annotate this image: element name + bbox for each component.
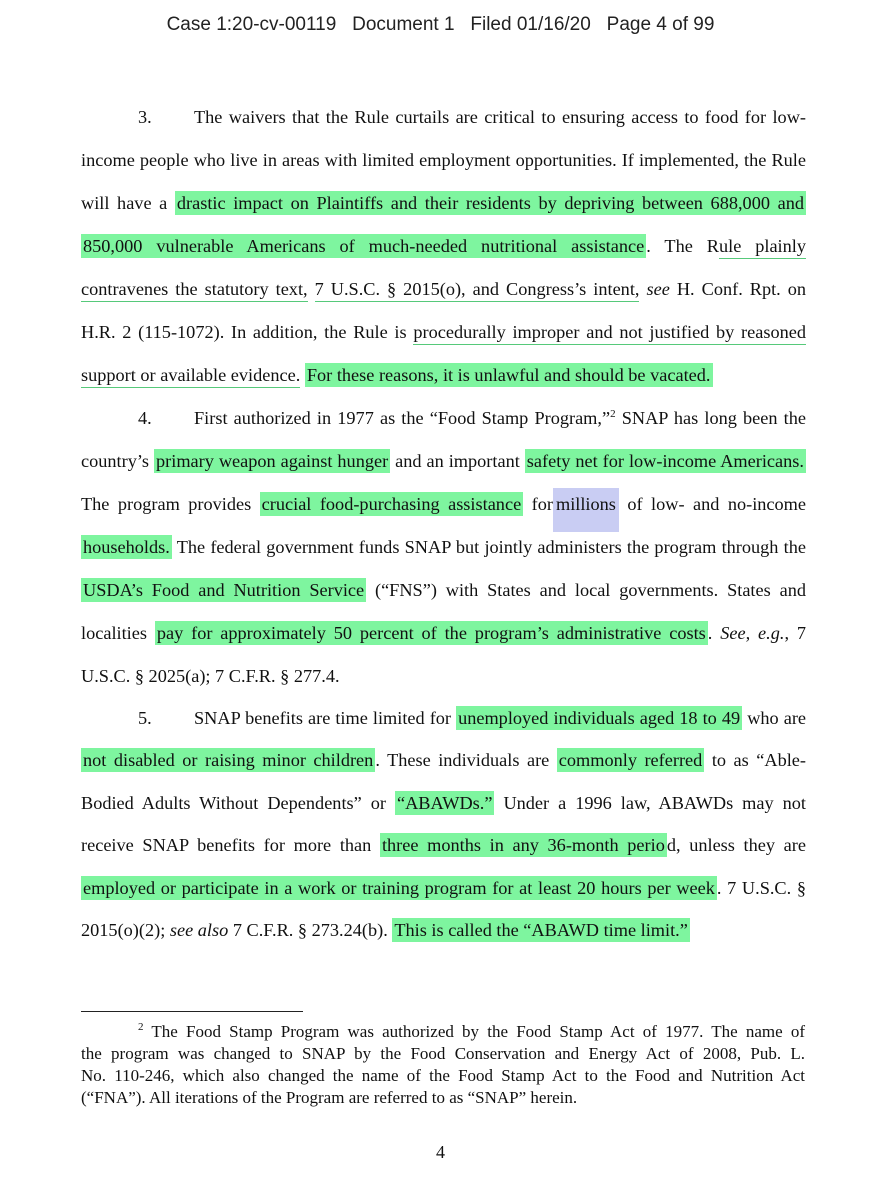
underline: ule plainly <box>719 236 806 259</box>
underline: procedurally improper and not justified by reasoned <box>413 322 806 345</box>
para4-line7: U.S.C. § 2025(a); 7 C.F.R. § 277.4. <box>81 666 340 686</box>
highlight: primary weapon against hunger <box>156 451 389 471</box>
highlight: drastic impact on Plaintiffs and their residents by depriving between 688,000 and <box>176 193 804 213</box>
highlight: safety net for low-income Americans. <box>526 451 804 471</box>
para5-line4: receive SNAP benefits for more than three months in any 36-month perio d, unless they are <box>81 835 806 855</box>
para3-number: 3. <box>138 107 152 127</box>
highlight: employed or participate in a work or training program for at least 20 hours per week <box>83 878 715 898</box>
underline: support or available evidence. <box>81 365 300 388</box>
page-number: 4 <box>436 1142 445 1162</box>
para4-line2: country’s primary weapon against hunger and an important safety net for low-income Americans. <box>81 451 804 471</box>
footnote-reference[interactable]: 2 <box>610 408 616 420</box>
highlight: not disabled or raising minor children <box>83 750 374 770</box>
para3-line5: contravenes the statutory text, 7 U.S.C. § 2015(o), and Congress’s intent, see H. Conf. Rpt. on <box>81 276 806 302</box>
para4-number: 4. <box>138 408 152 428</box>
highlight: households. <box>83 537 170 557</box>
highlight: crucial food-purchasing assistance <box>261 494 522 514</box>
highlight: three months in any 36-month perio <box>381 835 665 855</box>
footnote-line4: (“FNA”). All iterations of the Program are referred to as “SNAP” herein. <box>81 1088 578 1107</box>
para5-line5: employed or participate in a work or training program for at least 20 hours per week . 7 U.S.C. § <box>83 878 806 898</box>
highlight: This is called the “ABAWD time limit.” <box>394 920 688 940</box>
document-page: Case 1:20-cv-00119 Document 1 Filed 01/16/20 Page 4 of 99 3. The waivers that the Rule curtails are critical to ensuring access to food for low- income people who live in areas with limited employment opportunities. If implemented, the Rule will have a drastic impact on Plaintiffs and their residents by depriving between 688,000 and 850,000 vulnerable Americans of much-needed nutritional assistance . The Rule plainly contravenes the statutory text, 7 U.S.C. § 2015(o), and Congress’s intent, see H. Conf. Rpt. on H.R. 2 (115-1072). In addition, the Rule is procedurally improper and not justified by reasoned support or available evidence. For these reasons, it is unlawful and should be vacated. 4. First authorized in 1977 as the “Food Stamp Program,”$^2$ SNAP has long been the country’s primary weapon against hunger and an important safety net for low-income Americans. The program provides crucial food-purchasing assistance for millions of low- and no-income households. The federal government funds SNAP but jointly administers the program through the USDA’s Food and Nutrition Service (“FNS”) with States and local governments. States and localities pay for approximately 50 percent of the program’s administrative costs . See, e.g., 7 U.S.C. § 2025(a); 7 C.F.R. § 277.4. 5. SNAP benefits are time limited for unemployed individuals aged 18 to 49 who are not disabled or raising minor children . These individuals are commonly referred to as “Able- Bodied Adults Without Dependents” or “ABAWDs.” Under a 1996 law, ABAWDs may not receive SNAP benefits for more than three months in any 36-month perio d, unless they are employed or participate in a work or training program for at least 20 hours per week . 7 U.S.C. § 2015(o)(2); see also 7 C.F.R. § 273.24(b). This is called the “ABAWD time limit.” $^2$ The Food Stamp Program was authorized by the Food Stamp Act of 1977. The name of the program was changed to SNAP by the Food Conservation and Energy Act of 2008, Pub. L. No. 110-246, which also changed the name of the Food Stamp Act to the Food and Nutrition Act (“FNA”). All iterations of the Program are referred to as “SNAP” herein. 4 <box>0 0 881 1200</box>
highlight: USDA’s Food and Nutrition Service <box>83 580 365 600</box>
highlight: unemployed individuals aged 18 to 49 <box>458 708 741 728</box>
para4-line3: The program provides crucial food-purchasing assistance for millions of low- and no-income <box>81 491 806 517</box>
para5-line3: Bodied Adults Without Dependents” or “ABAWDs.” Under a 1996 law, ABAWDs may not <box>81 793 806 813</box>
highlight: pay for approximately 50 percent of the program’s administrative costs <box>156 623 706 643</box>
para5-number: 5. <box>138 708 152 728</box>
para3-line4: 850,000 vulnerable Americans of much-needed nutritional assistance . The Rule plainly <box>81 233 806 259</box>
para3-line2: income people who live in areas with limited employment opportunities. If implemented, the Rule <box>81 150 806 170</box>
para3-line7 <box>81 362 806 388</box>
selected-text: millions <box>553 488 619 532</box>
footnote-divider <box>81 1011 303 1012</box>
para5-line6: 2015(o)(2); see also 7 C.F.R. § 273.24(b). This is called the “ABAWD time limit.” <box>81 920 688 940</box>
highlight: 850,000 vulnerable Americans of much-needed nutritional assistance <box>83 236 645 256</box>
para3-line3: will have a drastic impact on Plaintiffs and their residents by depriving between 688,000 and <box>81 193 804 213</box>
para3-line6: H.R. 2 (115-1072). In addition, the Rule is procedurally improper and not justified by reasoned <box>81 319 806 345</box>
para5-line2: not disabled or raising minor children . These individuals are commonly referred to as “Able- <box>83 750 806 770</box>
highlight: commonly referred <box>558 750 703 770</box>
footnote-line3: No. 110-246, which also changed the name of the Food Stamp Act to the Food and Nutrition Act <box>81 1066 805 1085</box>
underline: 7 U.S.C. § 2015(o), and Congress’s intent, <box>315 279 640 302</box>
highlight: For these reasons, it is unlawful and should be vacated. <box>306 365 711 385</box>
footnote-mark: 2 <box>138 1021 144 1033</box>
highlight: “ABAWDs.” <box>396 793 493 813</box>
footnote-line1: $^2$ The Food Stamp Program was authorized by the Food Stamp Act of 1977. The name of <box>138 1021 806 1041</box>
case-header: Case 1:20-cv-00119 Document 1 Filed 01/16/20 Page 4 of 99 <box>166 14 715 35</box>
underline: contravenes the statutory text, <box>81 279 308 302</box>
para4-line5: USDA’s Food and Nutrition Service (“FNS”) with States and local governments. States and <box>83 580 806 600</box>
para4-line4: households. The federal government funds SNAP but jointly administers the program through the <box>83 537 806 557</box>
para4-line6: localities pay for approximately 50 percent of the program’s administrative costs . See, e.g., 7 <box>81 623 807 643</box>
footnote-line2: the program was changed to SNAP by the Food Conservation and Energy Act of 2008, Pub. L. <box>81 1044 805 1063</box>
